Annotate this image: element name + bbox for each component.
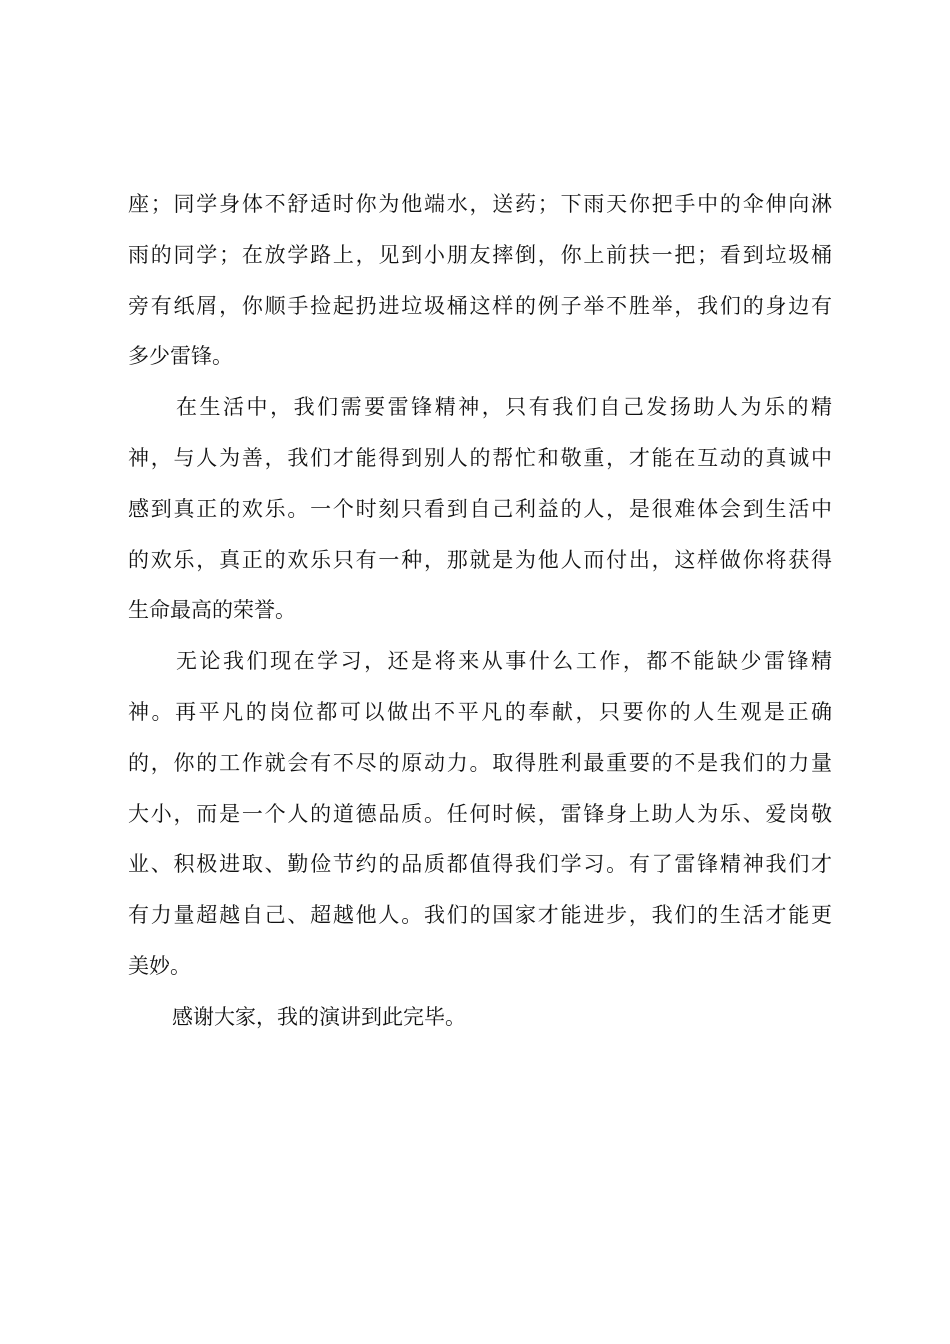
text-line: 座；同学身体不舒适时你为他端水，送药；下雨天你把手中的伞伸向淋: [128, 192, 832, 216]
text-line: 神。再平凡的岗位都可以做出不平凡的奉献，只要你的人生观是正确: [128, 700, 832, 724]
text-line: 有力量超越自己、超越他人。我们的国家才能进步，我们的生活才能更: [128, 903, 832, 927]
text-line: 生命最高的荣誉。: [128, 598, 296, 622]
text-line: 雨的同学；在放学路上，见到小朋友摔倒，你上前扶一把；看到垃圾桶: [128, 243, 832, 267]
text-line: 美妙。: [128, 954, 191, 978]
closing-line: 感谢大家，我的演讲到此完毕。: [172, 1005, 466, 1029]
text-line: 感到真正的欢乐。一个时刻只看到自己利益的人，是很难体会到生活中: [128, 497, 832, 521]
paragraph-first-line: 无论我们现在学习，还是将来从事什么工作，都不能缺少雷锋精: [176, 649, 832, 673]
text-line: 多少雷锋。: [128, 344, 233, 368]
paragraph-first-line: 在生活中，我们需要雷锋精神，只有我们自己发扬助人为乐的精: [176, 395, 832, 419]
text-line: 神，与人为善，我们才能得到别人的帮忙和敬重，才能在互动的真诚中: [128, 446, 832, 470]
text-line: 旁有纸屑，你顺手捡起扔进垃圾桶这样的例子举不胜举，我们的身边有: [128, 294, 832, 318]
text-line: 业、积极进取、勤俭节约的品质都值得我们学习。有了雷锋精神我们才: [128, 852, 832, 876]
text-line: 大小，而是一个人的道德品质。任何时候，雷锋身上助人为乐、爱岗敬: [128, 802, 832, 826]
text-line: 的欢乐，真正的欢乐只有一种，那就是为他人而付出，这样做你将获得: [128, 548, 832, 572]
text-line: 的，你的工作就会有不尽的原动力。取得胜利最重要的不是我们的力量: [128, 751, 832, 775]
